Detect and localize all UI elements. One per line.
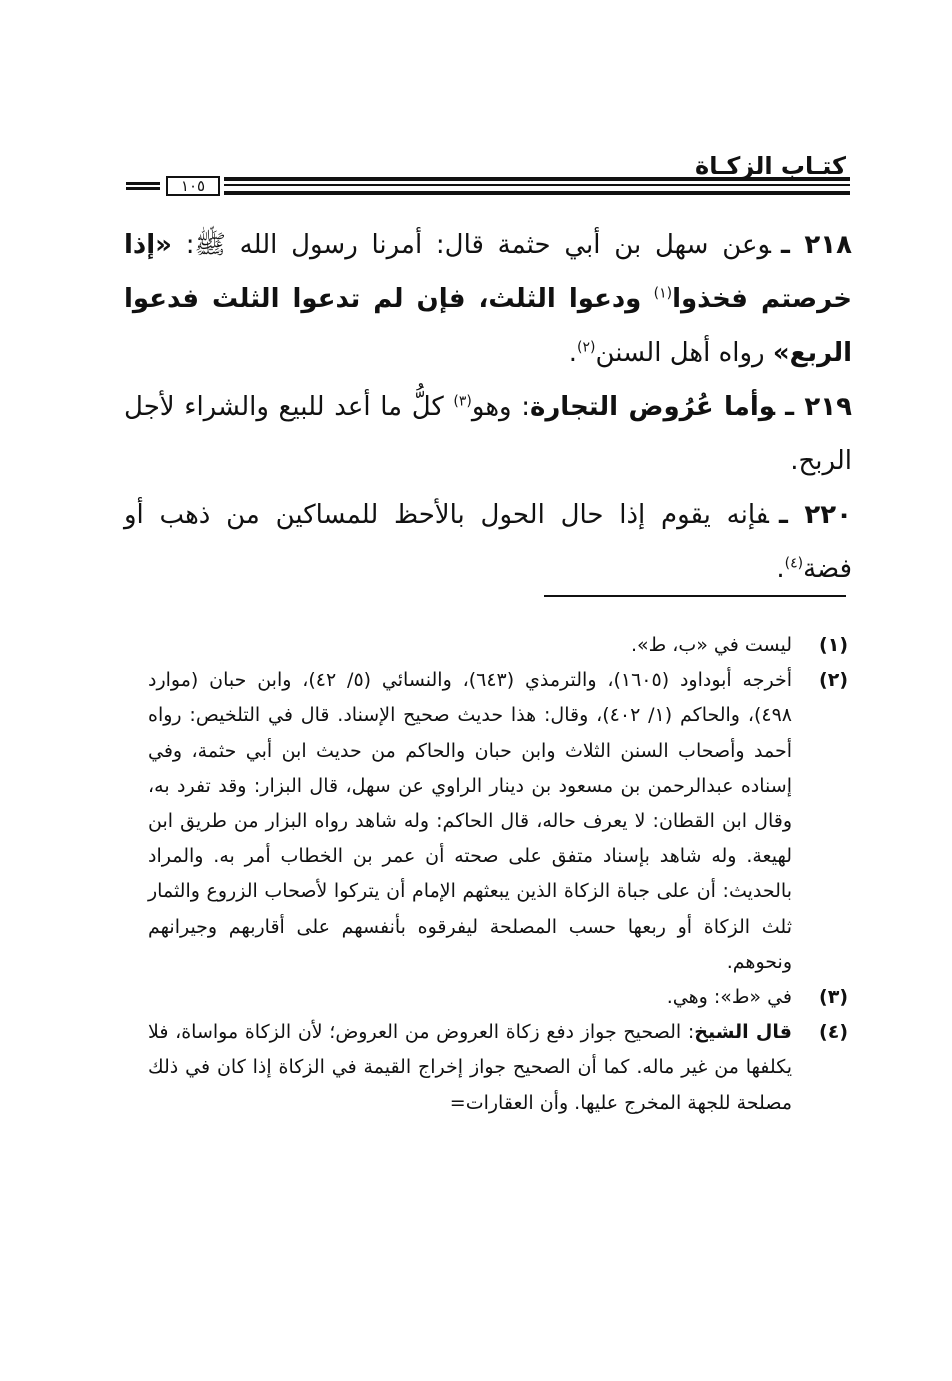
- footnote-text: في «ط»: وهي.: [666, 986, 792, 1009]
- footnote-2: [148, 663, 848, 980]
- running-title: كتـاب الزكـاة: [695, 152, 846, 180]
- header-rule: [126, 176, 850, 196]
- main-text: [124, 218, 852, 596]
- footnote-ref[interactable]: (٢): [577, 339, 596, 356]
- entry-text: رواه أهل السنن: [595, 338, 773, 368]
- entry-text: كلُّ ما أعد للبيع والشراء لأجل الربح.: [124, 392, 852, 476]
- entry-text: فإنه يقوم إذا حال الحول بالأحظ للمساكين من ذهب أو فضة: [124, 500, 852, 584]
- footnotes: [148, 628, 848, 1121]
- footnote-text: : الصحيح جواز دفع زكاة العروض من العروض؛ لأن الزكاة مواساة، فلا يكلفها من غير ماله. كما أن الصحيح جواز إخراج القيمة في الزكاة إذا كان في ذلك مصلحة للجهة المخرج عليها. وأن العقارات=: [148, 1021, 792, 1114]
- entry-220: [124, 488, 852, 596]
- entry-heading: وأما عُرُوض التجارة: [529, 392, 776, 422]
- entry-219: [124, 380, 852, 488]
- footnote-text: أخرجه أبوداود (١٦٠٥)، والترمذي (٦٤٣)، والنسائي (٥/ ٤٢)، وابن حبان (موارد ٤٩٨)، والحاكم (١/ ٤٠٢)، وقال: هذا حديث صحيح الإسناد. قال في التلخيص: رواه أحمد وأصحاب السنن الثلاث وابن حبان والحاكم من حديث ابن أبي حثمة، وفي إسناده عبدالرحمن بن مسعود بن دينار الراوي عن سهل، قال البزار: وقد تفرد به، وقال ابن القطان: لا يعرف حاله، قال الحاكم: وله شاهد رواه البزار من طريق ابن لهيعة. وله شاهد بإسناد متفق على صحته أن عمر بن الخطاب أمر به. والمراد بالحديث: أن على جباة الزكاة الذين يبعثهم الإمام أن يتركوا لأصحاب الزروع والثمار ثلث الزكاة أو ربعها حسب المصلحة ليفرقوه بأنفسهم على أقاربهم وجيرانهم ونحوهم.: [148, 669, 792, 973]
- entry-218: [124, 218, 852, 380]
- entry-text: .: [568, 338, 577, 368]
- footnote-ref[interactable]: (٤): [784, 555, 804, 572]
- footnote-number: (٤): [819, 1021, 848, 1044]
- entry-number: ٢١٩ ـ: [785, 392, 852, 422]
- entry-number: ٢٢٠ ـ: [778, 500, 852, 530]
- page-number: ١٠٥: [166, 176, 220, 196]
- footnote-text: ليست في «ب، ط».: [630, 634, 792, 656]
- footnote-label: قال الشيخ: [694, 1021, 792, 1044]
- header-rule-right: [224, 177, 850, 195]
- header-rule-left: [126, 182, 160, 190]
- footnote-ref[interactable]: (١): [653, 285, 673, 302]
- footnote-separator: [544, 595, 846, 597]
- footnote-4: [148, 1015, 848, 1121]
- footnote-1: [148, 628, 848, 663]
- footnote-ref[interactable]: (٣): [453, 393, 472, 410]
- hadith-quote-part-1: «إذا خرصتم فخذوا: [124, 230, 853, 314]
- footnote-number: (٢): [819, 669, 848, 692]
- entry-text: .: [776, 554, 785, 584]
- footnote-number: (٣): [819, 986, 848, 1009]
- footnote-number: (١): [819, 634, 848, 656]
- entry-text: وعن سهل بن أبي حثمة قال: أمرنا رسول الله ﷺ:: [171, 230, 771, 260]
- footnote-3: [148, 980, 848, 1015]
- entry-text: : وهو: [471, 392, 530, 422]
- entry-number: ٢١٨ ـ: [780, 230, 852, 260]
- hadith-quote-part-2: ودعوا الثلث، فإن لم تدعوا الثلث فدعوا الربع»: [124, 284, 852, 368]
